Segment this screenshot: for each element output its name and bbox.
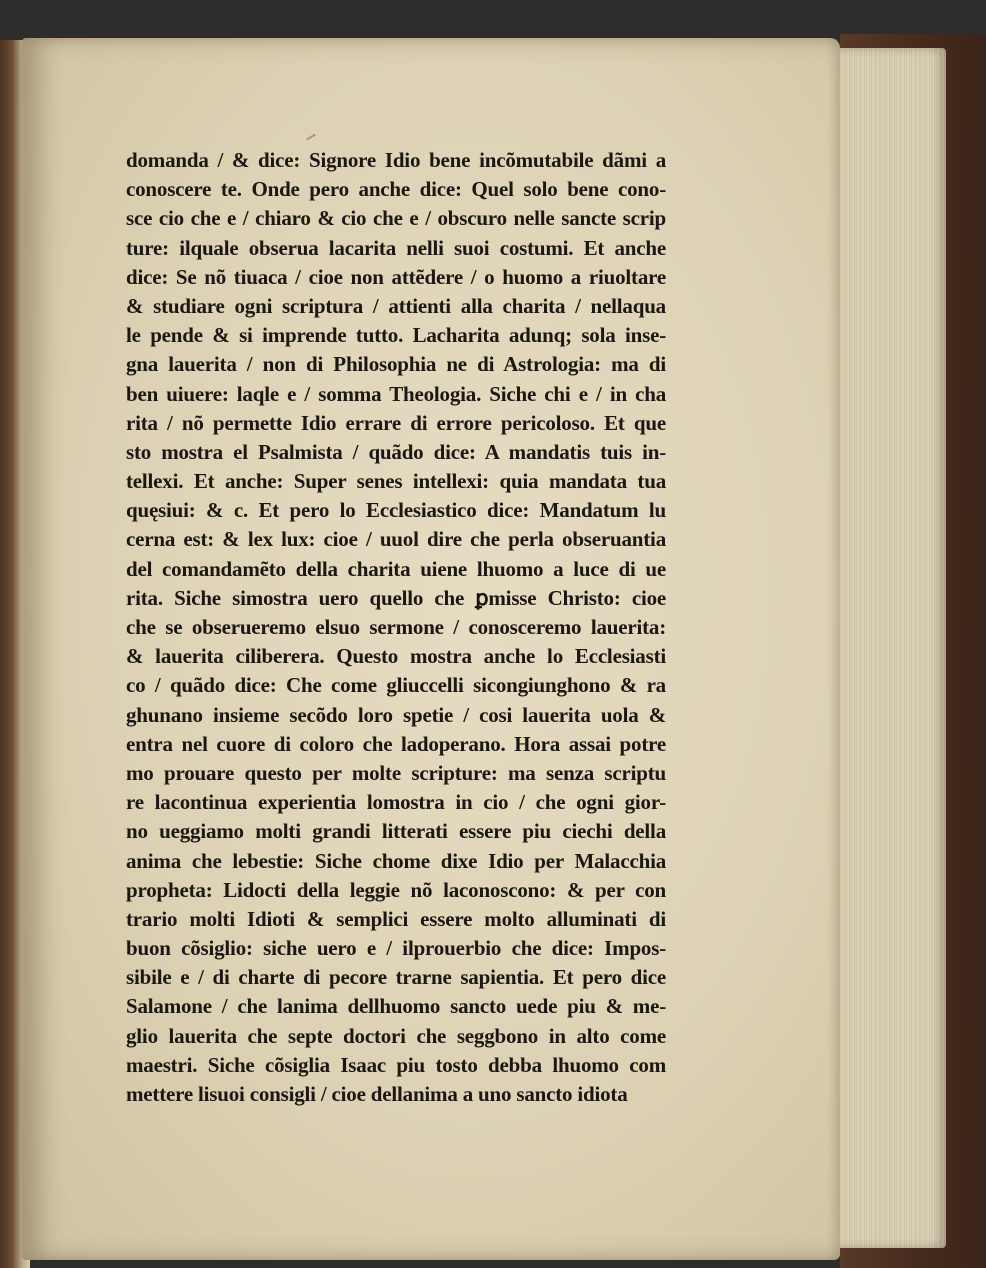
text-line: trario molti Idioti & semplici essere molto alluminati di bbox=[126, 906, 666, 931]
text-line: maestri. Siche cõsiglia Isaac piu tosto debba lhuomo com bbox=[126, 1052, 666, 1077]
text-line: ture: ilquale obserua lacarita nelli suoi costumi. Et anche bbox=[126, 235, 666, 260]
text-line: & studiare ogni scriptura / attienti alla charita / nellaqua bbox=[126, 293, 666, 318]
text-line: dice: Se nõ tiuaca / cioe non attẽdere / o huomo a riuoltare bbox=[126, 264, 666, 289]
text-line: anima che lebestie: Siche chome dixe Idio per Malacchia bbox=[126, 848, 666, 873]
text-line: sto mostra el Psalmista / quãdo dice: A mandatis tuis in- bbox=[126, 439, 666, 464]
text-line: conoscere te. Onde pero anche dice: Quel solo bene cono- bbox=[126, 177, 666, 202]
text-line: propheta: Lidocti della leggie nõ laconoscono: & per con bbox=[126, 877, 666, 902]
text-line: & lauerita ciliberera. Questo mostra anche lo Ecclesiasti bbox=[126, 644, 666, 669]
text-line: Salamone / che lanima dellhuomo sancto uede piu & me- bbox=[126, 994, 666, 1019]
text-line: le pende & si imprende tutto. Lacharita adunq; sola inse- bbox=[126, 323, 666, 348]
text-line: buon cõsiglio: siche uero e / ilprouerbio che dice: Impos- bbox=[126, 936, 666, 961]
text-line: ben uiuere: laqle e / somma Theologia. Siche chi e / in cha bbox=[126, 381, 666, 406]
page-text-block bbox=[126, 146, 666, 1109]
text-line: cerna est: & lex lux: cioe / uuol dire che perla obseruantia bbox=[126, 527, 666, 552]
text-line: gna lauerita / non di Philosophia ne di Astrologia: ma di bbox=[126, 352, 666, 377]
text-line: rita. Siche simostra uero quello che ꝑmisse Christo: cioe bbox=[126, 585, 666, 610]
text-line: glio lauerita che septe doctori che seggbono in alto come bbox=[126, 1023, 666, 1048]
book-page bbox=[22, 38, 840, 1260]
text-line: ghunano insieme secõdo loro spetie / cosi lauerita uola & bbox=[126, 702, 666, 727]
text-line: co / quãdo dice: Che come gliuccelli sicongiunghono & ra bbox=[126, 673, 666, 698]
text-line: sibile e / di charte di pecore trarne sapientia. Et pero dice bbox=[126, 965, 666, 990]
text-line: che se obserueremo elsuo sermone / conosceremo lauerita: bbox=[126, 615, 666, 639]
text-line: del comandamẽto della charita uiene lhuomo a luce di ue bbox=[126, 556, 666, 581]
text-line: quęsiui: & c. Et pero lo Ecclesiastico dice: Mandatum lu bbox=[126, 498, 666, 523]
text-line: mo prouare questo per molte scripture: ma senza scriptu bbox=[126, 760, 666, 785]
text-line: mettere lisuoi consigli / cioe dellanima a uno sancto idiota bbox=[126, 1082, 628, 1106]
text-line: re lacontinua experientia lomostra in cio / che ogni gior- bbox=[126, 790, 666, 815]
text-line: domanda / & dice: Signore Idio bene incõmutabile dãmi a bbox=[126, 148, 666, 172]
text-line: tellexi. Et anche: Super senes intellexi: quia mandata tua bbox=[126, 469, 666, 494]
text-line: no ueggiamo molti grandi litterati essere piu ciechi della bbox=[126, 819, 666, 844]
text-line: rita / nõ permette Idio errare di errore pericoloso. Et que bbox=[126, 410, 666, 435]
ink-mark bbox=[306, 134, 316, 141]
text-line: sce cio che e / chiaro & cio che e / obscuro nelle sancte scrip bbox=[126, 206, 666, 231]
page-stack-edge bbox=[830, 48, 946, 1248]
text-line: entra nel cuore di coloro che ladoperano. Hora assai potre bbox=[126, 731, 666, 756]
